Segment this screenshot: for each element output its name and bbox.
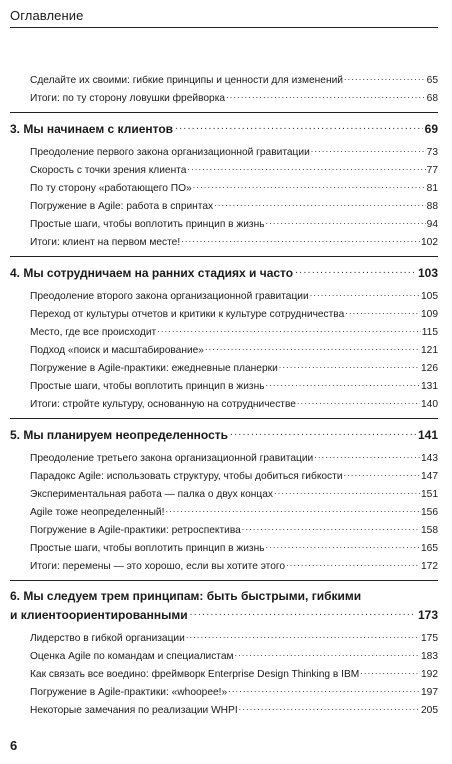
toc-entry [30,468,438,483]
section-divider [10,580,438,581]
toc-entry-page: 165 [421,543,438,554]
toc-entry [30,648,438,663]
toc-entry-page: 102 [421,237,438,248]
leader-dots [165,504,420,515]
toc-entry-page: 156 [421,507,438,518]
toc-entry-page: 94 [426,219,438,230]
toc-entry-page: 68 [426,93,438,104]
leader-dots [187,162,425,173]
toc-entry-page: 197 [421,687,438,698]
toc-entry-title: Простые шаги, чтобы воплотить принцип в жизнь [30,543,265,554]
toc-entry-title: Экспериментальная работа — палка о двух концах [30,489,274,500]
chapter-title-line-2: и клиентоориентированными [10,608,188,622]
section-divider [10,256,438,257]
toc-entry-page: 143 [421,453,438,464]
leader-dots [235,648,420,659]
toc-entry-page: 151 [421,489,438,500]
toc-entry-title: Погружение в Agile: работа в спринтах [30,201,214,212]
leader-dots [226,90,426,101]
chapter-title: 3. Мы начинаем с клиентов [10,122,174,136]
toc-entry-page: 88 [426,201,438,212]
toc-entry [30,198,438,213]
leader-dots [186,630,420,641]
toc-entry-page: 131 [421,381,438,392]
toc-entry [30,504,438,519]
leader-dots [266,540,420,551]
page-number: 6 [10,738,18,753]
leader-dots [311,144,426,155]
chapter-heading [10,265,438,281]
toc-entry [30,144,438,159]
toc-entry [30,684,438,699]
toc-entry-title: Итоги: стройте культуру, основанную на сотрудничестве [30,399,296,410]
running-head: Оглавление [10,8,438,28]
leader-dots [344,72,426,83]
chapter-title: 4. Мы сотрудничаем на ранних стадиях и часто [10,266,294,280]
chapter-title: 5. Мы планируем неопределенность [10,428,229,442]
toc-entry-page: 65 [426,75,438,86]
toc-entry-title: Как связать все воедино: фреймворк Enterprise Design Thinking в IBM [30,669,360,680]
toc-entry [30,360,438,375]
chapter-page: 141 [417,428,438,442]
toc-entry-page: 192 [421,669,438,680]
leader-dots [266,378,420,389]
toc-entry-title: Итоги: клиент на первом месте! [30,237,181,248]
section-divider [10,112,438,113]
toc-entry [30,666,438,681]
toc-entry-title: Итоги: по ту сторону ловушки фрейворка [30,93,226,104]
chapter-page: 103 [417,266,438,280]
chapter-heading [10,427,438,443]
toc-entry-title: Некоторые замечания по реализации WHPI [30,705,238,716]
leader-dots [175,121,423,133]
leader-dots [205,342,420,353]
toc-entry [30,72,438,87]
leader-dots [345,306,420,317]
toc-entry-page: 126 [421,363,438,374]
toc-entry-page: 183 [421,651,438,662]
toc-entry-page: 105 [421,291,438,302]
toc-entry [30,630,438,645]
toc-entry [30,288,438,303]
leader-dots [274,486,420,497]
toc-entry-title: Место, где все происходит [30,327,157,338]
toc-entry-page: 172 [421,561,438,572]
chapter-page: 69 [424,122,438,136]
toc-entry [30,486,438,501]
toc-entry [30,234,438,249]
toc-entry [30,378,438,393]
toc-entry [30,450,438,465]
toc-entry-page: 140 [421,399,438,410]
leader-dots [360,666,420,677]
leader-dots [279,360,420,371]
toc-entry-title: Сделайте их своими: гибкие принципы и ценности для изменений [30,75,343,86]
toc-entry-page: 175 [421,633,438,644]
chapter-heading [10,589,438,623]
toc-entry-title: Преодоление третьего закона организационной гравитации [30,453,314,464]
chapter-title-line-1: 6. Мы следуем трем принципам: быть быстрыми, гибкими [10,589,362,603]
leader-dots [193,180,426,191]
toc-entry-title: Парадокс Agile: использовать структуру, чтобы добиться гибкости [30,471,343,482]
toc-entry-page: 115 [421,327,438,338]
toc-entry-page: 109 [421,309,438,320]
leader-dots [295,265,416,277]
leader-dots [242,522,420,533]
toc-entry-title: Простые шаги, чтобы воплотить принцип в жизнь [30,381,265,392]
toc-entry [30,324,438,339]
leader-dots [181,234,420,245]
toc-entry [30,522,438,537]
toc-entry [30,306,438,321]
toc-entry [30,558,438,573]
toc-entry-title: Скорость с точки зрения клиента [30,165,187,176]
toc-entry-page: 73 [426,147,438,158]
leader-dots [228,684,420,695]
section-divider [10,418,438,419]
toc-entry [30,540,438,555]
toc-entry-title: Переход от культуры отчетов и критики к культуре сотрудничества [30,309,345,320]
toc-entry-title: Оценка Agile по командам и специалистам [30,651,234,662]
toc-entry-title: Подход «поиск и масштабирование» [30,345,204,356]
toc-entry-page: 205 [421,705,438,716]
toc-entry-title: Итоги: перемены — это хорошо, если вы хотите этого [30,561,286,572]
leader-dots [344,468,420,479]
toc-entry-title: По ту сторону «работающего ПО» [30,183,192,194]
toc-entry-title: Преодоление второго закона организационной гравитации [30,291,309,302]
toc-entry [30,90,438,105]
toc-entry [30,180,438,195]
leader-dots [314,450,420,461]
toc-entry [30,162,438,177]
toc-entry-title: Погружение в Agile-практики: «whoopee!» [30,687,228,698]
leader-dots [190,607,416,619]
toc-entry-title: Погружение в Agile-практики: ретроспектива [30,525,241,536]
toc-entry [30,396,438,411]
toc-entry-page: 121 [421,345,438,356]
toc-entry-page: 147 [421,471,438,482]
toc-entry-title: Лидерство в гибкой организации [30,633,185,644]
toc-entry [30,342,438,357]
chapter-page: 173 [417,608,438,622]
leader-dots [239,702,420,713]
leader-dots [266,216,426,227]
leader-dots [230,427,416,439]
leader-dots [297,396,420,407]
toc-entry-page: 81 [426,183,438,194]
leader-dots [286,558,420,569]
toc-entry [30,216,438,231]
toc-entry-page: 158 [421,525,438,536]
toc-entry-title: Простые шаги, чтобы воплотить принцип в жизнь [30,219,265,230]
leader-dots [310,288,420,299]
toc-entry [30,702,438,717]
chapter-heading [10,121,438,137]
toc-entry-page: 77 [426,165,438,176]
leader-dots [214,198,426,209]
toc-entry-title: Agile тоже неопределенный! [30,507,165,518]
leader-dots [157,324,421,335]
toc-entry-title: Преодоление первого закона организационной гравитации [30,147,310,158]
toc-entry-title: Погружение в Agile-практики: ежедневные планерки [30,363,278,374]
